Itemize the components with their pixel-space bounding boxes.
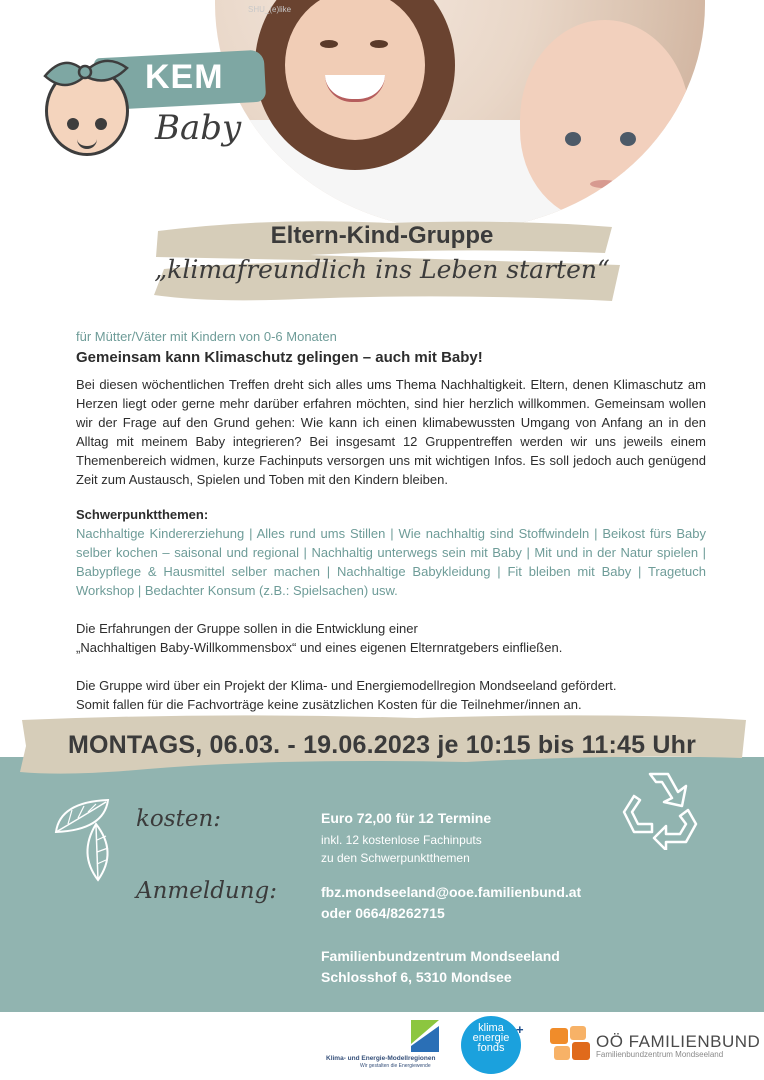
- cost-label: kosten:: [136, 806, 222, 832]
- plus-icon: +: [516, 1022, 524, 1037]
- organization-name: Familienbundzentrum Mondseeland: [321, 948, 560, 964]
- registration-label: Anmeldung:: [136, 878, 278, 904]
- cost-note-2: zu den Schwerpunktthemen: [321, 851, 470, 865]
- klima-tagline: Wir gestalten die Energiewende: [360, 1063, 431, 1069]
- logo-word: KEM: [145, 58, 224, 96]
- fonds-line: klima: [478, 1022, 504, 1034]
- photo-mother-eye: [370, 40, 388, 48]
- photo-baby-face: [520, 20, 690, 220]
- body-content: [76, 327, 706, 714]
- logo-sub: Baby: [155, 108, 242, 148]
- registration-phone[interactable]: oder 0664/8262715: [321, 905, 445, 921]
- topics-heading: Schwerpunktthemen:: [76, 507, 209, 522]
- photo-credit: SHU_(e)like: [248, 5, 292, 14]
- fonds-text: [461, 1023, 521, 1053]
- familienbund-subtitle: Familienbundzentrum Mondseeland: [596, 1050, 724, 1059]
- familienbund-logo-icon: [548, 1024, 592, 1064]
- klima-caption: Klima- und Energie-Modellregionen: [326, 1055, 436, 1062]
- logo-eye: [67, 118, 79, 130]
- cost-note-1: inkl. 12 kostenlose Fachinputs: [321, 833, 482, 847]
- page-title: Eltern-Kind-Gruppe: [270, 222, 494, 249]
- registration-email[interactable]: fbz.mondseeland@ooe.familienbund.at: [321, 884, 582, 900]
- recycle-icon: [612, 766, 706, 850]
- experience-line-1: Die Erfahrungen der Gruppe sollen in die Entwicklung einer: [76, 621, 418, 636]
- photo-baby-eye: [620, 132, 636, 146]
- topics-list: Nachhaltige Kindererziehung | Alles rund ums Stillen | Wie nachhaltig sind Stoffwindeln | Beikost fürs Baby selber kochen – saisonal und regional | Nachhaltig unterwegs sein mit Baby | Mit und in der Natur spielen | Babypflege & Hausmittel selber machen | Nachhaltige Babykleidung | Fit bleiben mit Baby | Tragetuch Workshop | Bedachter Konsum (z.B.: Spielsachen) usw.: [76, 526, 706, 598]
- cost-main: Euro 72,00 für 12 Termine: [321, 810, 492, 826]
- event-date: MONTAGS, 06.03. - 19.06.2023 je 10:15 bis 11:45 Uhr: [67, 731, 697, 759]
- organization-address: Schlosshof 6, 5310 Mondsee: [321, 969, 512, 985]
- funding-line-2: Somit fallen für die Fachvorträge keine zusätzlichen Kosten für die Teilnehmer/innen an.: [76, 697, 582, 712]
- funding-line-1: Die Gruppe wird über ein Projekt der Klima- und Energiemodellregion Mondseeland gefördert.: [76, 678, 617, 693]
- kem-baby-logo: [35, 46, 265, 166]
- logo-eye: [95, 118, 107, 130]
- photo-baby-eye: [565, 132, 581, 146]
- fonds-line: energie: [472, 1032, 510, 1044]
- photo-mother-eye: [320, 40, 338, 48]
- lead-heading: Gemeinsam kann Klimaschutz gelingen – auch mit Baby!: [76, 349, 483, 366]
- leaf-icon: [76, 820, 120, 884]
- logo-bow-icon: [35, 54, 135, 90]
- page-subtitle: „klimafreundlich ins Leben starten“: [154, 255, 610, 284]
- photo-baby-mouth: [590, 180, 618, 188]
- intro-paragraph: Bei diesen wöchentlichen Treffen dreht sich alles ums Thema Nachhaltigkeit. Eltern, denen Klimaschutz am Herzen liegt oder gerne mehr darüber erfahren möchten, sind hier herzlich willkommen. Gemeinsam wollen wir der Frage auf den Grund gehen: Wie kann ich einen klimabewussten Umgang von Anfang an in den Alltag mit meinem Baby integrieren? Bei insgesamt 12 Gruppentreffen werden wir uns jeweils einem Themenbereich widmen, kurze Fachinputs versorgen uns mit wichtigen Infos. Es soll jedoch auch genügend Zeit zum Austausch, Spielen und Toben mit den Kindern bleiben.: [76, 377, 706, 487]
- fonds-line: fonds: [477, 1042, 505, 1054]
- target-audience: für Mütter/Väter mit Kindern von 0-6 Monaten: [76, 329, 337, 344]
- familienbund-title: OÖ FAMILIENBUND: [596, 1032, 761, 1051]
- mother-baby-photo: [215, 0, 705, 230]
- experience-line-2: „Nachhaltigen Baby-Willkommensbox“ und eines eigenen Elternratgebers einfließen.: [76, 640, 563, 655]
